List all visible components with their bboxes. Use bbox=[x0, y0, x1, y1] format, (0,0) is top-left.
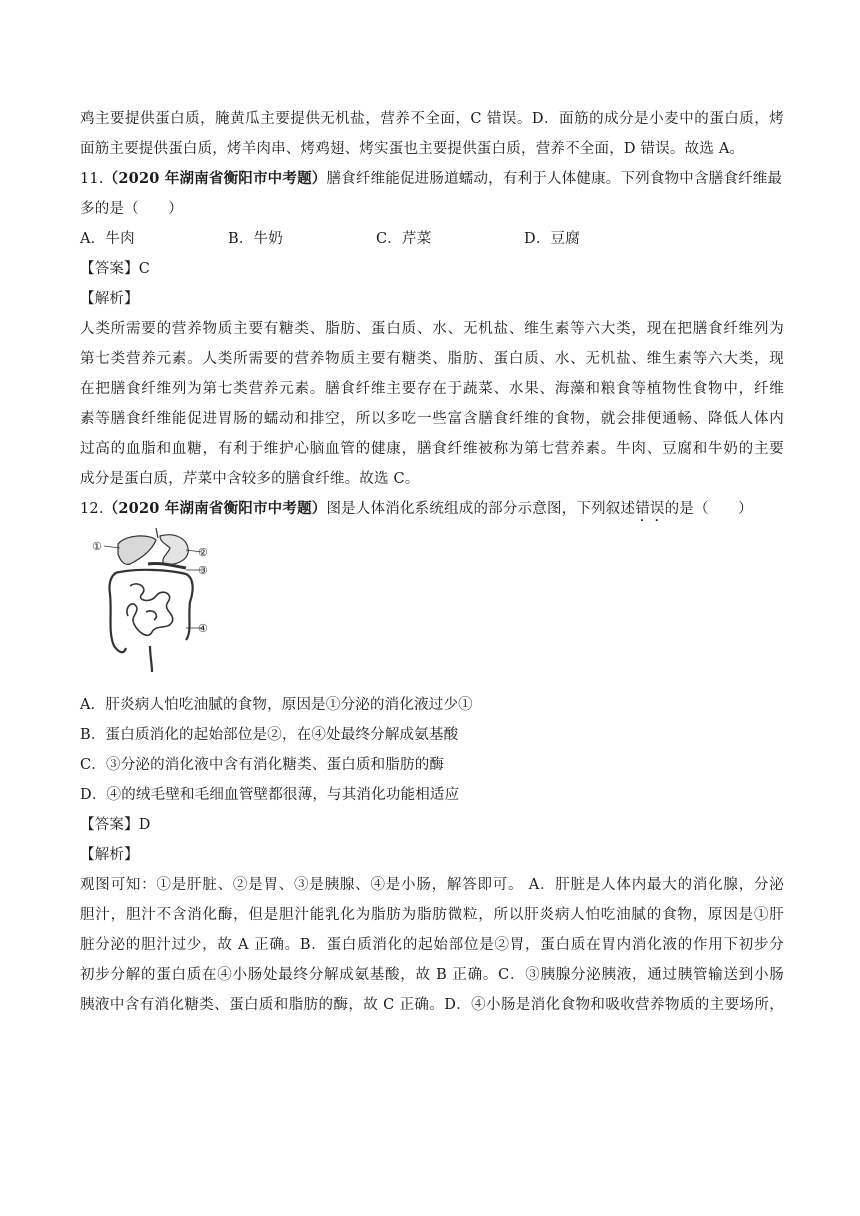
question-11-analysis-line: 素等膳食纤维能促进胃肠的蠕动和排空，所以多吃一些富含膳食纤维的食物，就会排便通畅、降低人体内 bbox=[80, 411, 784, 427]
question-12-answer: 【答案】D bbox=[80, 817, 151, 833]
option-c: C．③分泌的消化液中含有消化糖类、蛋白质和脂肪的酶 bbox=[80, 757, 445, 773]
option-c: C．芹菜 bbox=[376, 231, 432, 247]
question-12-analysis-line: 初步分解的蛋白质在④小肠处最终分解成氨基酸，故 B 正确。C．③胰腺分泌胰液，通过胰管输送到小肠 bbox=[80, 967, 784, 983]
figure-label-3: ③ bbox=[198, 564, 208, 577]
question-11-analysis-line: 第七类营养元素。人类所需要的营养物质主要有糖类、脂肪、蛋白质、水、无机盐、维生素等六大类，现 bbox=[80, 351, 784, 367]
question-12 bbox=[80, 494, 784, 1020]
option-b: B．牛奶 bbox=[228, 231, 283, 247]
intro-line-2: 面筋主要提供蛋白质，烤羊肉串、烤鸡翅、烤实蛋也主要提供蛋白质，营养不全面，D 错误。故选 A。 bbox=[80, 141, 745, 157]
question-11-number: 11. bbox=[80, 171, 104, 187]
figure-label-2: ② bbox=[198, 546, 208, 559]
intro-line-1: 鸡主要提供蛋白质，腌黄瓜主要提供无机盐，营养不全面，C 错误。D．面筋的成分是小麦中的蛋白质，烤 bbox=[80, 111, 784, 127]
question-12-number: 12. bbox=[80, 501, 104, 517]
option-b: B．蛋白质消化的起始部位是②，在④处最终分解成氨基酸 bbox=[80, 727, 459, 743]
question-11-stem bbox=[80, 164, 784, 194]
question-12-analysis-line: 脏分泌的胆汁过少，故 A 正确。B．蛋白质消化的起始部位是②胃，蛋白质在胃内消化液的作用下初步分 bbox=[80, 937, 784, 953]
question-11-stem-text: 膳食纤维能促进肠道蠕动，有利于人体健康。下列食物中含膳食纤维最 bbox=[326, 171, 783, 187]
question-12-analysis-line: 胰液中含有消化糖类、蛋白质和脂肪的酶，故 C 正确。D．④小肠是消化食物和吸收营养物质的主要场所， bbox=[80, 997, 784, 1013]
question-12-analysis-label: 【解析】 bbox=[80, 847, 139, 863]
question-11-options bbox=[80, 224, 784, 254]
esophagus-shape bbox=[156, 528, 158, 538]
option-a: A．牛肉 bbox=[80, 231, 135, 247]
question-11-analysis-label: 【解析】 bbox=[80, 291, 139, 307]
question-11 bbox=[80, 164, 784, 494]
question-11-analysis-line: 人类所需要的营养物质主要有糖类、脂肪、蛋白质、水、无机盐、维生素等六大类，现在把膳食纤维列为 bbox=[80, 321, 784, 337]
question-12-stem bbox=[80, 494, 784, 524]
emphasized-word: 错误 bbox=[635, 501, 665, 517]
question-12-analysis-line: 观图可知：①是肝脏、②是胃、③是胰腺、④是小肠，解答即可。 A．肝脏是人体内最大的消化腺，分泌 bbox=[80, 877, 784, 893]
question-11-stem-cont: 多的是（ ） bbox=[80, 201, 183, 217]
question-12-analysis-line: 胆汁，胆汁不含消化酶，但是胆汁能乳化为脂肪为脂肪微粒，所以肝炎病人怕吃油腻的食物，原因是①肝 bbox=[80, 907, 784, 923]
question-12-stem-end: 的是（ ） bbox=[664, 501, 753, 517]
question-12-stem-text: 图是人体消化系统组成的部分示意图，下列叙述 bbox=[326, 501, 636, 517]
question-12-source: （2020 年湖南省衡阳市中考题） bbox=[103, 500, 327, 517]
question-11-answer: 【答案】C bbox=[80, 261, 151, 277]
question-11-analysis-line: 成分是蛋白质，芹菜中含较多的膳食纤维。故选 C。 bbox=[80, 471, 420, 487]
question-11-analysis-line: 在把膳食纤维列为第七类营养元素。膳食纤维主要存在于蔬菜、水果、海藻和粮食等植物性食物中，纤维 bbox=[80, 381, 784, 397]
small-intestine-shape bbox=[127, 584, 173, 635]
question-11-analysis-line: 过高的血脂和血糖，有利于维护心脑血管的健康，膳食纤维被称为第七营养素。牛肉、豆腐和牛奶的主要 bbox=[80, 441, 784, 457]
option-d: D．④的绒毛壁和毛细血管壁都很薄，与其消化功能相适应 bbox=[80, 787, 460, 803]
option-d: D．豆腐 bbox=[524, 231, 580, 247]
question-11-source: （2020 年湖南省衡阳市中考题） bbox=[103, 170, 327, 187]
figure-label-1: ① bbox=[92, 540, 102, 553]
figure-label-4: ④ bbox=[198, 622, 208, 635]
liver-shape bbox=[118, 536, 156, 564]
stomach-shape bbox=[160, 535, 188, 565]
pancreas-shape bbox=[148, 563, 186, 568]
option-a: A．肝炎病人怕吃油腻的食物，原因是①分泌的消化液过少① bbox=[80, 697, 473, 713]
document-page bbox=[80, 104, 784, 1020]
rectum-shape bbox=[150, 646, 152, 672]
digestive-system-figure bbox=[90, 528, 210, 678]
